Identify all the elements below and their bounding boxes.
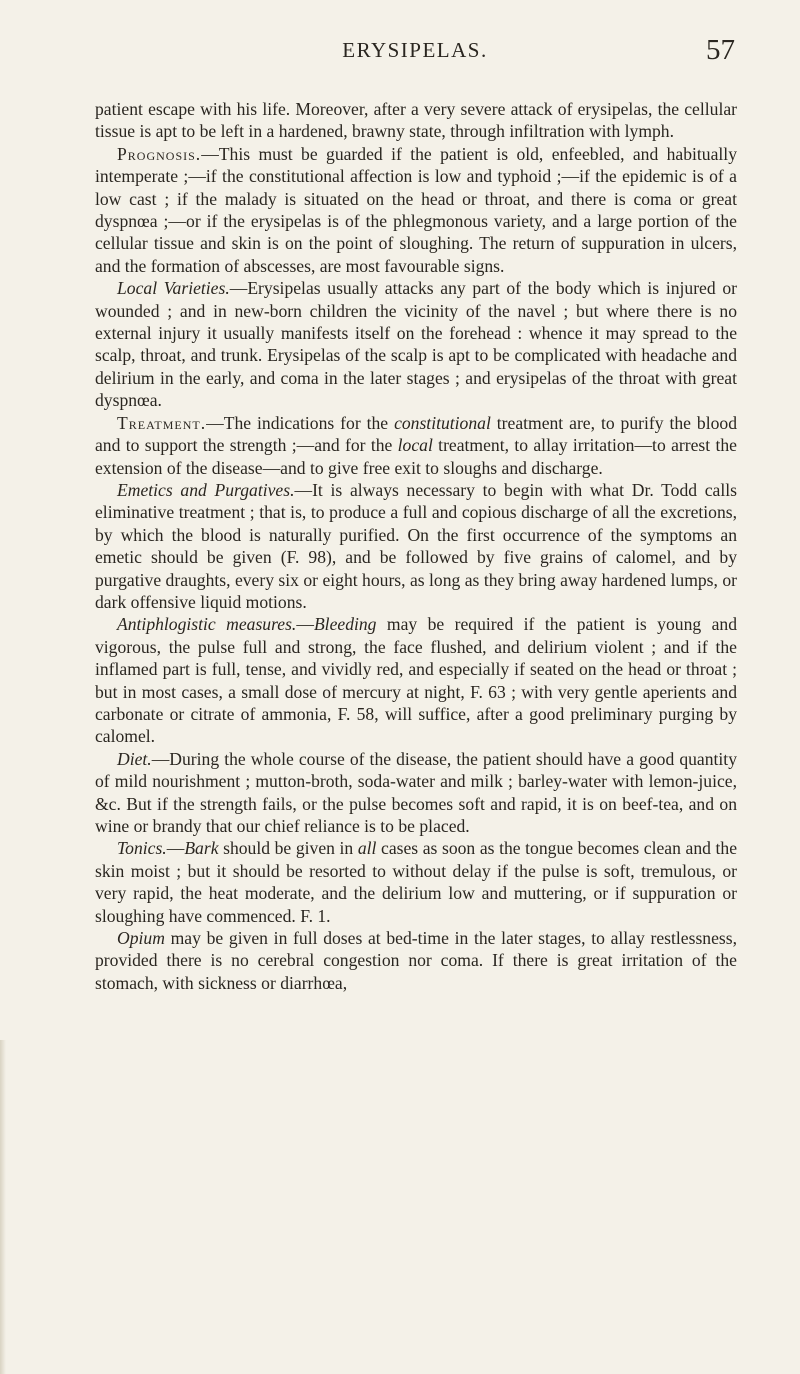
paragraph-local-varieties: Local Varieties.—Erysipelas usually attacks any part of the body which is injured or wounded ; and in new-born children the vicinity of the navel ; but where there is no external injury it usually manifests itself on the forehead : whence it may spread to the scalp, throat, and trunk. Erysipelas of the scalp is apt to be complicated with headache and delirium in the early, and coma in the later stages ; and erysipelas of the throat with great dyspnœa. [95, 278, 737, 411]
paragraph-tonics: Tonics.—Bark should be given in all cases as soon as the tongue becomes clean and the skin moist ; but it should be resorted to without delay if the pulse is soft, tremulous, or very rapid, the heat moderate, and the delirium low and muttering, or if suppuration or sloughing have commenced. F. 1. [95, 838, 738, 926]
running-title: ERYSIPELAS. [342, 38, 488, 62]
paragraph-prognosis: Prognosis.—This must be guarded if the patient is old, enfeebled, and habitually intemperate ;—if the constitutional affection is low and typhoid ;—if the epidemic is of a low cast ; if the malady is situated on the head or throat, and there is coma or great dyspnœa ;—or if the erysipelas is of the phlegmonous variety, and a large portion of the cellular tissue and skin is on the point of sloughing. The return of suppuration in ulcers, and the formation of abscesses, are most favourable signs. [95, 143, 737, 276]
section-heading-tonics: Tonics. [117, 838, 167, 859]
section-heading-treatment: Treatment. [117, 412, 207, 433]
page-number: 57 [706, 34, 735, 66]
binding-edge-shadow [0, 1040, 6, 1374]
body-text [95, 98, 737, 994]
section-heading-prognosis: Prognosis. [117, 143, 202, 164]
paragraph-emetics: Emetics and Purgatives.—It is always necessary to begin with what Dr. Todd calls eliminative treatment ; that is, to produce a full and copious discharge of all the excretions, by which the blood is naturally purified. On the first occurrence of the symptoms an emetic should be given (F. 98), and be followed by five grains of calomel, and by purgative draughts, every six or eight hours, as long as they bring away hardened lumps, or dark offensive liquid motions. [95, 479, 737, 612]
section-heading-diet: Diet. [117, 748, 152, 769]
section-heading-antiphlogistic: Antiphlogistic measures. [117, 614, 297, 635]
section-heading-local-varieties: Local Varieties. [117, 278, 230, 299]
section-heading-emetics: Emetics and Purgatives. [117, 479, 295, 500]
paragraph-antiphlogistic: Antiphlogistic measures.—Bleeding may be required if the patient is young and vigorous, the pulse full and strong, the face flushed, and delirium violent ; and if the inflamed part is full, tense, and vividly red, and especially if seated on the head or throat ; but in most cases, a small dose of mercury at night, F. 63 ; with very gentle aperients and carbonate or citrate of ammonia, F. 58, will suffice, after a good preliminary purging by calomel. [95, 614, 737, 747]
paragraph-treatment: Treatment.—The indications for the constitutional treatment are, to purify the blood and to support the strength ;—and for the local treatment, to allay irritation—to arrest the extension of the disease—and to give free exit to sloughs and discharge. [95, 412, 737, 478]
paragraph-opium: Opium may be given in full doses at bed-time in the later stages, to allay restlessness, provided there is no cerebral congestion nor coma. If there is great irritation of the stomach, with sickness or diarrhœa, [95, 928, 737, 993]
paragraph-diet: Diet.—During the whole course of the disease, the patient should have a good quantity of mild nourishment ; mutton-broth, soda-water and milk ; barley-water with lemon-juice, &c. But if the strength fails, or the pulse becomes soft and rapid, it is on beef-tea, and on wine or brandy that our chief reliance is to be placed. [95, 748, 737, 836]
paragraph-continuation: patient escape with his life. Moreover, after a very severe attack of erysipelas, the cellular tissue is apt to be left in a hardened, brawny state, through infiltration with lymph. [95, 99, 737, 142]
section-heading-opium: Opium [117, 928, 165, 949]
page-header [95, 34, 735, 74]
